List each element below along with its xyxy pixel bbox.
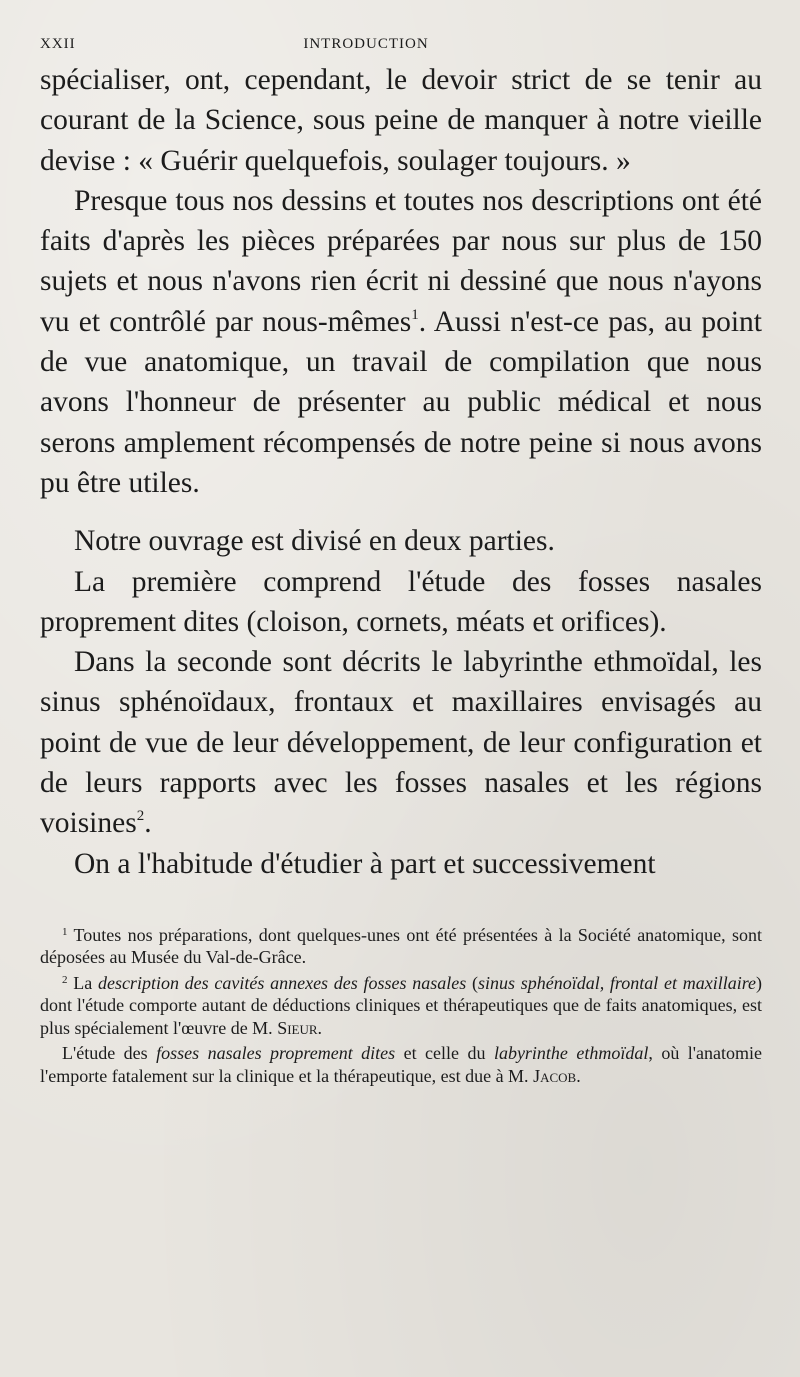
author-name-jacob: Jacob — [533, 1065, 577, 1086]
paragraph-5 — [40, 642, 762, 843]
footnote-2-italic-1: description des cavités annexes des fosses nasales — [97, 972, 467, 993]
footnote-3-text-c: , où l'anatomie l'emporte fatalement sur la clinique et la thérapeutique, est due à M. — [40, 1043, 762, 1086]
author-name-sieur: Sieur — [277, 1017, 318, 1038]
footnote-ref-1: 1 — [411, 306, 419, 323]
main-text — [40, 60, 762, 884]
footnote-3 — [40, 1042, 762, 1087]
footnote-1-text: Toutes nos préparations, dont quelques-unes ont été présentées à la Société anatomique, sont déposées au Musée du Val-de-Grâce. — [40, 924, 762, 968]
paragraph-5-text-b: . — [144, 807, 152, 840]
footnote-2-text-b: ( — [466, 972, 478, 993]
running-title: INTRODUCTION — [303, 36, 429, 52]
paragraph-1: spécialiser, ont, cependant, le devoir strict de se tenir au courant de la Science, sous peine de manquer à notre vieille devise : « Guérir quelquefois, soulager toujours. » — [40, 64, 762, 177]
paragraph-2-text-b: . Aussi n'est-ce pas, au point de vue anatomique, un travail de compilation que nous avons l'honneur de présenter au public médical et nous serons amplement récompensés de notre peine si nous avons pu être utiles. — [40, 305, 762, 499]
paragraph-2 — [40, 181, 762, 503]
footnote-ref-2: 2 — [136, 808, 145, 825]
paragraph-3: Notre ouvrage est divisé en deux parties. — [74, 525, 555, 558]
page-number: XXII — [40, 36, 76, 52]
paragraph-6: On a l'habitude d'étudier à part et successivement — [74, 847, 656, 880]
footnote-1-marker: 1 — [62, 925, 68, 938]
footnote-2 — [40, 972, 762, 1040]
footnote-2-marker: 2 — [62, 973, 68, 986]
footnote-3-text-b: et celle du — [395, 1043, 494, 1064]
paragraph-5-text-a: Dans la seconde sont décrits le labyrinthe ethmoïdal, les sinus sphénoïdaux, frontaux et maxillaires envisagés au point de vue de leur développement, de leur configuration et de leurs rapports avec les fosses nasales et les régions voisines — [40, 646, 762, 840]
footnote-3-italic-2: labyrinthe ethmoïdal — [493, 1043, 649, 1064]
footnote-2-italic-2: sinus sphénoïdal, frontal et maxillaire — [477, 972, 757, 993]
footnote-1 — [40, 924, 762, 969]
paragraph-4: La première comprend l'étude des fosses nasales proprement dites (cloison, cornets, méats et orifices). — [40, 565, 762, 638]
paragraph-2-text-a: Presque tous nos dessins et toutes nos descriptions ont été faits d'après les pièces préparées par nous sur plus de 150 sujets et nous n'avons rien écrit ni dessiné que nous n'ayons vu et contrôlé par nous-mêmes — [40, 184, 762, 338]
footnote-2-text-d: . — [317, 1017, 323, 1038]
footnote-3-text-a: L'étude des — [62, 1043, 157, 1064]
running-head — [40, 30, 762, 60]
footnote-3-italic-1: fosses nasales proprement dites — [156, 1043, 396, 1064]
footnotes — [40, 924, 762, 1088]
footnote-2-text-a: La — [73, 972, 98, 993]
footnote-3-text-d: . — [576, 1065, 581, 1086]
footnote-2-text-c: ) dont l'étude comporte autant de déductions cliniques et thérapeutiques que de faits anatomiques, est plus spécialement l'œuvre de M. — [40, 972, 763, 1038]
